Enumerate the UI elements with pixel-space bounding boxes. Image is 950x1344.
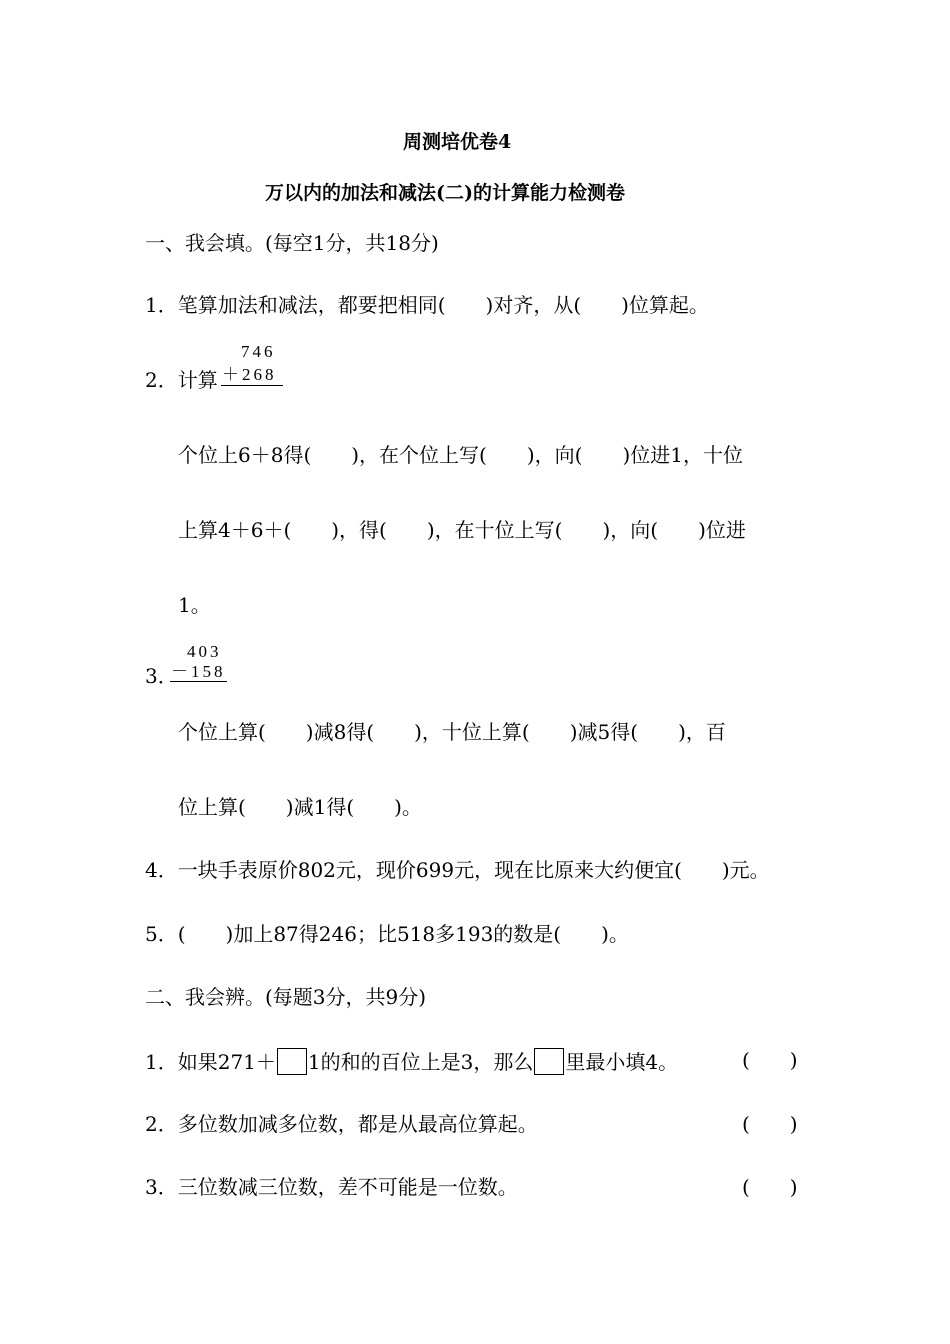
s2-q1-answer-parens: ( ) [742, 1048, 798, 1072]
s1-question-5: 5．( )加上87得246；比518多193的数是( )。 [145, 922, 629, 946]
s1-q3-top-number: 403 [187, 642, 222, 661]
section1-heading: 一、我会填。(每空1分，共18分) [145, 231, 439, 255]
s2-q1-part-3: 里最小填4。 [565, 1050, 679, 1074]
s1-q2-line-2: 上算4＋6＋( )，得( )，在十位上写( )，向( )位进 [178, 518, 746, 542]
s1-q2-sum-line [221, 385, 283, 386]
page-title: 周测培优卷4 [403, 131, 512, 153]
s1-q3-prefix: 3． [145, 664, 178, 688]
s1-q3-bottom-number: －158 [171, 662, 226, 681]
s2-question-2: 2．多位数加减多位数，都是从最高位算起。 [145, 1112, 538, 1136]
s2-q3-answer-parens: ( ) [742, 1175, 798, 1199]
section2-heading: 二、我会辨。(每题3分，共9分) [145, 985, 427, 1009]
s1-q3-difference-line [170, 681, 227, 682]
s2-q1-part-1: 1．如果271＋ [145, 1050, 276, 1074]
blank-digit-box [277, 1048, 307, 1075]
s1-question-4: 4．一块手表原价802元，现价699元，现在比原来大约便宜( )元。 [145, 858, 770, 882]
s1-q2-bottom-number: ＋268 [222, 365, 277, 384]
blank-digit-box [534, 1048, 564, 1075]
s1-q3-line-2: 位上算( )减1得( )。 [178, 795, 422, 819]
page-subtitle: 万以内的加法和减法(二)的计算能力检测卷 [265, 182, 625, 204]
s1-q2-line-3: 1。 [178, 593, 211, 617]
s2-q1-part-2: 1的和的百位上是3，那么 [307, 1050, 534, 1074]
s2-question-3: 3．三位数减三位数，差不可能是一位数。 [145, 1175, 518, 1199]
s1-q2-top-number: 746 [241, 342, 276, 361]
s1-q3-line-1: 个位上算( )减8得( )，十位上算( )减5得( )，百 [178, 720, 726, 744]
s1-question-1: 1．笔算加法和减法，都要把相同( )对齐，从( )位算起。 [145, 293, 709, 317]
s2-q2-answer-parens: ( ) [742, 1112, 798, 1136]
s2-question-1 [145, 1048, 678, 1075]
s1-q2-line-1: 个位上6＋8得( )，在个位上写( )，向( )位进1，十位 [178, 443, 743, 467]
s1-q2-prefix: 2．计算 [145, 368, 218, 392]
